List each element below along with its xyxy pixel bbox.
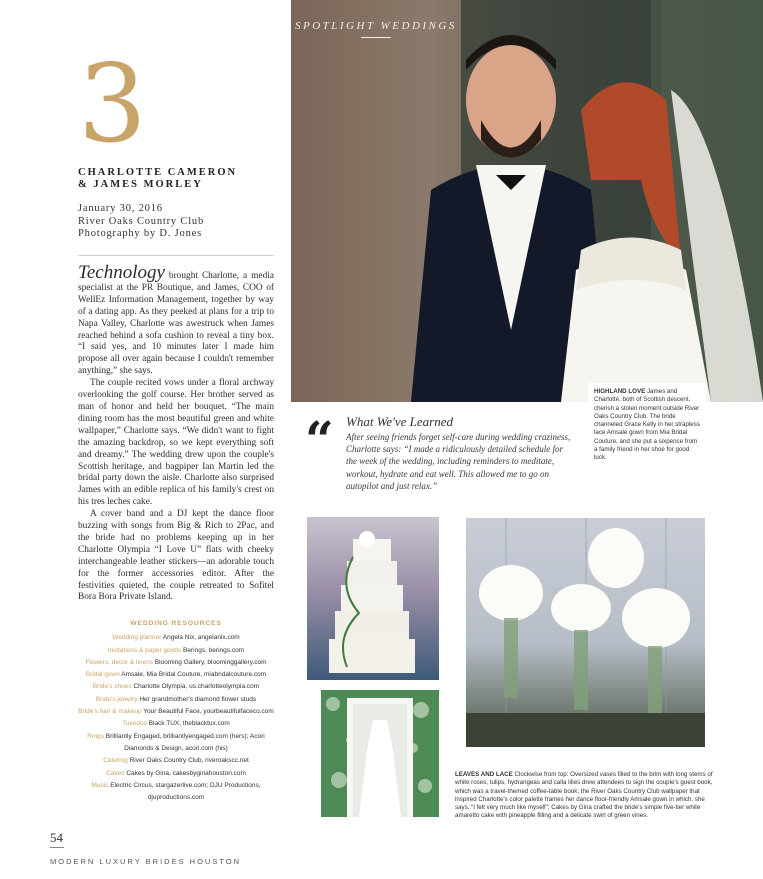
dress-illustration (321, 690, 439, 817)
resource-label: Rings (87, 732, 104, 740)
resource-item (78, 731, 274, 756)
resource-value: Your Beautiful Face, yourbeautifulfaceco.com (141, 708, 274, 716)
resource-value: Electric Circus, stargazerlive.com; DJU Productions, djuproductions.com (108, 781, 261, 802)
resource-item (78, 755, 274, 767)
banner-rule (361, 37, 391, 38)
resource-value: Angela Nix, angelanix.com (161, 634, 240, 642)
photo-dress (321, 690, 439, 817)
section-banner: SPOTLIGHT WEDDINGS (295, 20, 457, 32)
resource-value: Her grandmother's diamond flower studs (137, 695, 257, 703)
photo-caption (455, 771, 717, 821)
resource-label: Music (91, 781, 109, 789)
couple-name-line-2: & JAMES MORLEY (78, 179, 203, 190)
hero-caption-text: James and Charlotte, both of Scottish descent, cherish a stolen moment outside River Oaks Country Club. The bride channeled Grace Kelly in her strapless lace Amsale gown from Mia Bridal Couture, and she put a sixpence from a family friend in her shoe for good luck. (594, 388, 700, 462)
wedding-date: January 30, 2016 (78, 203, 163, 214)
wedding-details (78, 203, 204, 241)
resource-value: Cakes by Gina, cakesbyginahouston.com (124, 769, 246, 777)
resource-label: Tuxedos (122, 720, 147, 728)
paragraph-1-text: brought Charlotte, a media specialist at the PR Boutique, and James, COO of WellEz Information Management, together by way of a dating app. As they peeked at plans for a trip to Napa Valley, Charlotte was awestruck when James reached behind a sofa cushion to reveal a tiny box. “I said yes, and 10 minutes later I made him propose all over again because I couldn't remember anything,” she says. (78, 271, 274, 377)
resource-label: Wedding planner (112, 634, 162, 642)
flowers-illustration (466, 518, 705, 747)
resource-label: Bridal gown (85, 671, 120, 679)
photo-flowers (466, 518, 705, 747)
resource-item (78, 780, 274, 805)
drop-word: Technology (78, 262, 165, 283)
publication-name: MODERN LUXURY BRIDES HOUSTON (50, 857, 242, 866)
article-paragraph-2: The couple recited vows under a floral archway overlooking the golf course. Her brother served as man of honor and held her bouquet. “The main dining room has the most beautiful green and white wallpaper,” Charlotte says. “We didn't want to fight the amazing backdrop, so we kept everything soft and dreamy.” The wedding drew upon the couple's Scottish heritage, and bagpiper Ian Martin led the bridal party down the aisle. Charlotte also surprised James with an edible replica of his family's crest on his tres leches cake. (78, 378, 274, 508)
photo-cake (307, 517, 439, 680)
wedding-venue: River Oaks Country Club (78, 215, 205, 227)
couple-illustration (291, 0, 763, 402)
wedding-resources (78, 618, 274, 804)
resource-value: Blooming Gallery, bloominggallery.com (153, 658, 267, 666)
hero-caption-lead: HIGHLAND LOVE (594, 388, 646, 395)
cake-illustration (307, 517, 439, 680)
resource-item (78, 718, 274, 730)
resource-label: Invitations & paper goods (107, 646, 182, 654)
resource-item (78, 669, 274, 681)
resource-label: Bride's jewelry (95, 695, 138, 703)
resource-item (78, 657, 274, 669)
resource-item (78, 706, 274, 718)
resource-value: Charlotte Olympia, us.charlotteolympia.com (131, 683, 260, 691)
article-paragraph-3: A cover band and a DJ kept the dance floor buzzing with songs from Big & Rich to 2Pac, and the bride had no problems keeping up in her Charlotte Olympia “I Love U” flats with cheeky interchangeable leather stickers—an adorable touch for the former accessories editor. After the festivities quieted, the couple retreated to Sofitel Bora Bora Private Island. (78, 509, 274, 603)
page-number-rule (50, 847, 64, 848)
pullquote-title: What We've Learned (346, 414, 453, 429)
quote-mark-icon: “ (305, 410, 334, 469)
resource-item (78, 632, 274, 644)
resource-label: Cakes (106, 769, 125, 777)
couple-name-line-1: CHARLOTTE CAMERON (78, 167, 238, 178)
resource-value: Berings, berings.com (181, 646, 245, 654)
article-paragraph-1 (78, 262, 274, 378)
pullquote-text: After seeing friends forget self-care during wedding craziness, Charlotte says: “I made a ridiculously detailed schedule for the week of the wedding, including reminders to meditate, workout, hydrate and eat well. This allowed me to go on autopilot and just relax.” (346, 432, 571, 491)
resource-item (78, 645, 274, 657)
hero-photo-couple (291, 0, 763, 402)
resource-value: Black TUX, theblacktux.com (146, 720, 230, 728)
photography-credit: Photography by D. Jones (78, 228, 202, 239)
resource-value: River Oaks Country Club, riveroakscc.net (127, 757, 249, 765)
resource-label: Catering (103, 757, 128, 765)
resource-item (78, 694, 274, 706)
hero-caption (588, 383, 706, 468)
resource-label: Bride's hair & makeup (78, 708, 142, 716)
resources-title: WEDDING RESOURCES (130, 620, 222, 627)
resource-label: Flowers, decor & linens (85, 658, 153, 666)
resource-value: Brilliantly Engaged, brilliantlyengaged.com (hers); Acori Diamonds & Design, acori.com (his) (103, 732, 265, 752)
photo-caption-lead: LEAVES AND LACE (455, 771, 513, 778)
resource-item (78, 768, 274, 780)
feature-number: 3 (78, 42, 147, 167)
resource-label: Bride's shoes (92, 683, 132, 691)
resource-value: Amsale, Mia Bridal Couture, miabridalcouture.com (119, 671, 267, 679)
section-divider (78, 255, 274, 256)
resource-item (78, 681, 274, 693)
page-number: 54 (50, 830, 63, 845)
couple-names (78, 167, 237, 191)
photo-caption-text: Clockwise from top: Oversized vases filled to the brim with long stems of white roses, tulips, hydrangeas and calla lilies drew attendees to sign the couple's guest book, which was a travel-themed coffee-table book; the River Oaks Country Club wallpaper that inspired Charlotte's color palette frames her dance floor-friendly Amsale gown in which, she says, “I felt very much like myself”; Cakes by Gina crafted the bride's simple five-tier white amaretto cake with pineapple filling and a delicate swirl of green vines. (455, 771, 713, 820)
article-body (78, 262, 274, 604)
